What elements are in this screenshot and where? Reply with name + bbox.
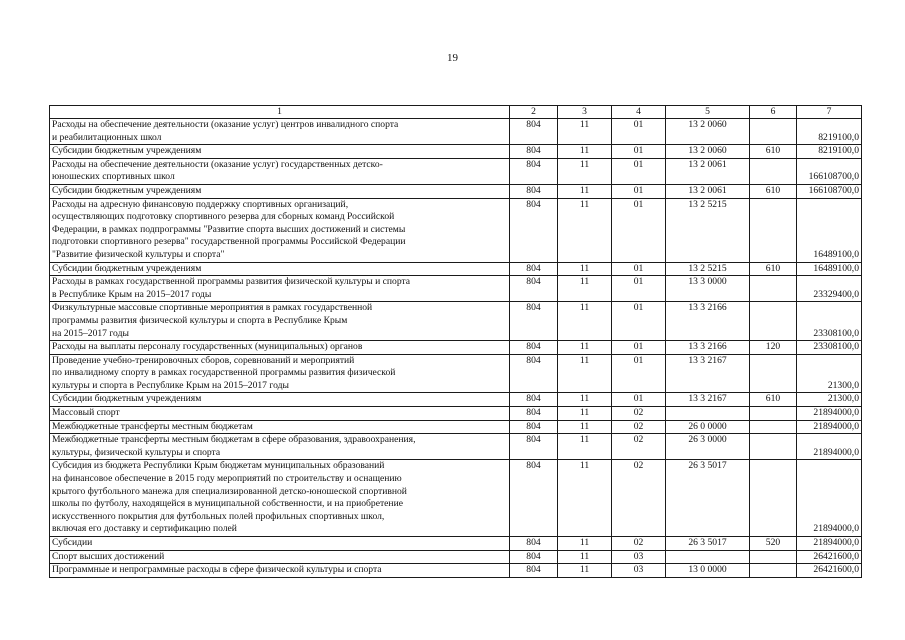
amount-cell: 21894000,0 [797, 420, 862, 434]
section-cell: 11 [558, 341, 612, 355]
section-cell: 11 [558, 262, 612, 276]
subsection-cell: 01 [612, 198, 666, 262]
column-header: 3 [558, 106, 612, 119]
table-row [50, 276, 862, 302]
subsection-cell: 02 [612, 407, 666, 421]
subsection-cell: 01 [612, 119, 666, 145]
admin-code-cell: 804 [510, 262, 558, 276]
section-cell: 11 [558, 434, 612, 460]
amount-cell: 21894000,0 [797, 460, 862, 537]
section-cell: 11 [558, 276, 612, 302]
amount-cell: 21300,0 [797, 354, 862, 393]
subsection-cell: 01 [612, 184, 666, 198]
target-article-cell: 13 2 0060 [666, 145, 750, 159]
description-cell: Межбюджетные трансферты местным бюджетам в сфере образования, здравоохранения, культуры, физической культуры и спорта [50, 434, 510, 460]
description-cell: Субсидии бюджетным учреждениям [50, 184, 510, 198]
admin-code-cell: 804 [510, 550, 558, 564]
target-article-cell: 13 2 0060 [666, 119, 750, 145]
admin-code-cell: 804 [510, 564, 558, 578]
admin-code-cell: 804 [510, 354, 558, 393]
expense-type-cell: 610 [750, 145, 797, 159]
expense-type-cell [750, 434, 797, 460]
admin-code-cell: 804 [510, 198, 558, 262]
subsection-cell: 02 [612, 460, 666, 537]
budget-table [49, 105, 862, 578]
column-header: 6 [750, 106, 797, 119]
expense-type-cell [750, 564, 797, 578]
admin-code-cell: 804 [510, 184, 558, 198]
admin-code-cell: 804 [510, 420, 558, 434]
description-cell: Субсидии бюджетным учреждениям [50, 393, 510, 407]
admin-code-cell: 804 [510, 341, 558, 355]
subsection-cell: 01 [612, 262, 666, 276]
subsection-cell: 01 [612, 302, 666, 341]
target-article-cell: 26 3 5017 [666, 460, 750, 537]
table-row [50, 434, 862, 460]
subsection-cell: 01 [612, 393, 666, 407]
column-header: 1 [50, 106, 510, 119]
amount-cell: 16489100,0 [797, 262, 862, 276]
expense-type-cell [750, 198, 797, 262]
table-row [50, 158, 862, 184]
expense-type-cell: 120 [750, 341, 797, 355]
expense-type-cell [750, 119, 797, 145]
section-cell: 11 [558, 198, 612, 262]
expense-type-cell: 610 [750, 262, 797, 276]
admin-code-cell: 804 [510, 393, 558, 407]
section-cell: 11 [558, 420, 612, 434]
admin-code-cell: 804 [510, 145, 558, 159]
description-cell: Субсидии бюджетным учреждениям [50, 262, 510, 276]
section-cell: 11 [558, 393, 612, 407]
table-row [50, 119, 862, 145]
admin-code-cell: 804 [510, 460, 558, 537]
target-article-cell: 26 3 0000 [666, 434, 750, 460]
section-cell: 11 [558, 407, 612, 421]
table-row [50, 550, 862, 564]
table-row [50, 302, 862, 341]
target-article-cell: 13 3 2166 [666, 341, 750, 355]
table-row [50, 341, 862, 355]
description-cell: Физкультурные массовые спортивные мероприятия в рамках государственной программы развития физической культуры и спорта в Республике Крым на 2015–2017 годы [50, 302, 510, 341]
admin-code-cell: 804 [510, 302, 558, 341]
subsection-cell: 02 [612, 420, 666, 434]
table-row [50, 564, 862, 578]
section-cell: 11 [558, 537, 612, 551]
amount-cell: 23329400,0 [797, 276, 862, 302]
target-article-cell: 26 0 0000 [666, 420, 750, 434]
section-cell: 11 [558, 302, 612, 341]
target-article-cell [666, 407, 750, 421]
amount-cell: 8219100,0 [797, 145, 862, 159]
target-article-cell: 13 3 2166 [666, 302, 750, 341]
table-row [50, 262, 862, 276]
description-cell: Расходы на обеспечение деятельности (оказание услуг) государственных детско- юношеских спортивных школ [50, 158, 510, 184]
target-article-cell: 13 0 0000 [666, 564, 750, 578]
admin-code-cell: 804 [510, 119, 558, 145]
table-row [50, 354, 862, 393]
amount-cell: 21894000,0 [797, 407, 862, 421]
expense-type-cell [750, 407, 797, 421]
expense-type-cell [750, 276, 797, 302]
expense-type-cell [750, 550, 797, 564]
header-row [50, 106, 862, 119]
section-cell: 11 [558, 119, 612, 145]
description-cell: Программные и непрограммные расходы в сфере физической культуры и спорта [50, 564, 510, 578]
page-number: 19 [447, 52, 458, 64]
amount-cell: 21300,0 [797, 393, 862, 407]
subsection-cell: 02 [612, 537, 666, 551]
table-row [50, 460, 862, 537]
column-header: 2 [510, 106, 558, 119]
amount-cell: 26421600,0 [797, 550, 862, 564]
section-cell: 11 [558, 460, 612, 537]
description-cell: Межбюджетные трансферты местным бюджетам [50, 420, 510, 434]
section-cell: 11 [558, 145, 612, 159]
target-article-cell: 13 2 0061 [666, 158, 750, 184]
target-article-cell: 13 2 0061 [666, 184, 750, 198]
subsection-cell: 03 [612, 550, 666, 564]
table-row [50, 198, 862, 262]
amount-cell: 21894000,0 [797, 434, 862, 460]
amount-cell: 21894000,0 [797, 537, 862, 551]
subsection-cell: 01 [612, 341, 666, 355]
amount-cell: 26421600,0 [797, 564, 862, 578]
amount-cell: 23308100,0 [797, 302, 862, 341]
amount-cell: 16489100,0 [797, 198, 862, 262]
expense-type-cell [750, 460, 797, 537]
table-row [50, 393, 862, 407]
description-cell: Расходы на адресную финансовую поддержку спортивных организаций, осуществляющих подготовку спортивного резерва для сборных команд Российской Федерации, в рамках подпрограммы "Развитие спорта высших достижений и системы подготовки спортивного резерва" государственной программы Российской Федерации "Развитие физической культуры и спорта" [50, 198, 510, 262]
admin-code-cell: 804 [510, 276, 558, 302]
expense-type-cell [750, 354, 797, 393]
table-row [50, 407, 862, 421]
section-cell: 11 [558, 158, 612, 184]
description-cell: Субсидии [50, 537, 510, 551]
description-cell: Расходы на обеспечение деятельности (оказание услуг) центров инвалидного спорта и реабилитационных школ [50, 119, 510, 145]
amount-cell: 23308100,0 [797, 341, 862, 355]
target-article-cell: 13 3 0000 [666, 276, 750, 302]
target-article-cell: 13 2 5215 [666, 262, 750, 276]
table-row [50, 537, 862, 551]
expense-type-cell [750, 158, 797, 184]
subsection-cell: 01 [612, 158, 666, 184]
amount-cell: 8219100,0 [797, 119, 862, 145]
description-cell: Расходы в рамках государственной программы развития физической культуры и спорта в Республике Крым на 2015–2017 годы [50, 276, 510, 302]
subsection-cell: 01 [612, 276, 666, 302]
target-article-cell: 13 2 5215 [666, 198, 750, 262]
subsection-cell: 02 [612, 434, 666, 460]
expense-type-cell: 610 [750, 184, 797, 198]
column-header: 5 [666, 106, 750, 119]
subsection-cell: 01 [612, 145, 666, 159]
expense-type-cell: 610 [750, 393, 797, 407]
target-article-cell: 13 3 2167 [666, 393, 750, 407]
subsection-cell: 03 [612, 564, 666, 578]
section-cell: 11 [558, 184, 612, 198]
expense-type-cell: 520 [750, 537, 797, 551]
description-cell: Проведение учебно-тренировочных сборов, соревнований и мероприятий по инвалидному спорту в рамках государственной программы развития физической культуры и спорта в Республике Крым на 2015–2017 годы [50, 354, 510, 393]
description-cell: Расходы на выплаты персоналу государственных (муниципальных) органов [50, 341, 510, 355]
amount-cell: 166108700,0 [797, 184, 862, 198]
section-cell: 11 [558, 354, 612, 393]
admin-code-cell: 804 [510, 434, 558, 460]
admin-code-cell: 804 [510, 407, 558, 421]
description-cell: Массовый спорт [50, 407, 510, 421]
column-header: 4 [612, 106, 666, 119]
table-row [50, 420, 862, 434]
target-article-cell: 26 3 5017 [666, 537, 750, 551]
target-article-cell [666, 550, 750, 564]
amount-cell: 166108700,0 [797, 158, 862, 184]
column-header: 7 [797, 106, 862, 119]
table-row [50, 145, 862, 159]
admin-code-cell: 804 [510, 537, 558, 551]
table-row [50, 184, 862, 198]
section-cell: 11 [558, 550, 612, 564]
expense-type-cell [750, 420, 797, 434]
admin-code-cell: 804 [510, 158, 558, 184]
description-cell: Спорт высших достижений [50, 550, 510, 564]
subsection-cell: 01 [612, 354, 666, 393]
expense-type-cell [750, 302, 797, 341]
target-article-cell: 13 3 2167 [666, 354, 750, 393]
description-cell: Субсидии бюджетным учреждениям [50, 145, 510, 159]
section-cell: 11 [558, 564, 612, 578]
description-cell: Субсидия из бюджета Республики Крым бюджетам муниципальных образований на финансовое обеспечение в 2015 году мероприятий по строительству и оснащению крытого футбольного манежа для специализированной детско-юношеской спортивной школы по футболу, находящейся в муниципальной собственности, и на приобретение искусственного покрытия для футбольных полей профильных спортивных школ, включая его доставку и сертификацию полей [50, 460, 510, 537]
